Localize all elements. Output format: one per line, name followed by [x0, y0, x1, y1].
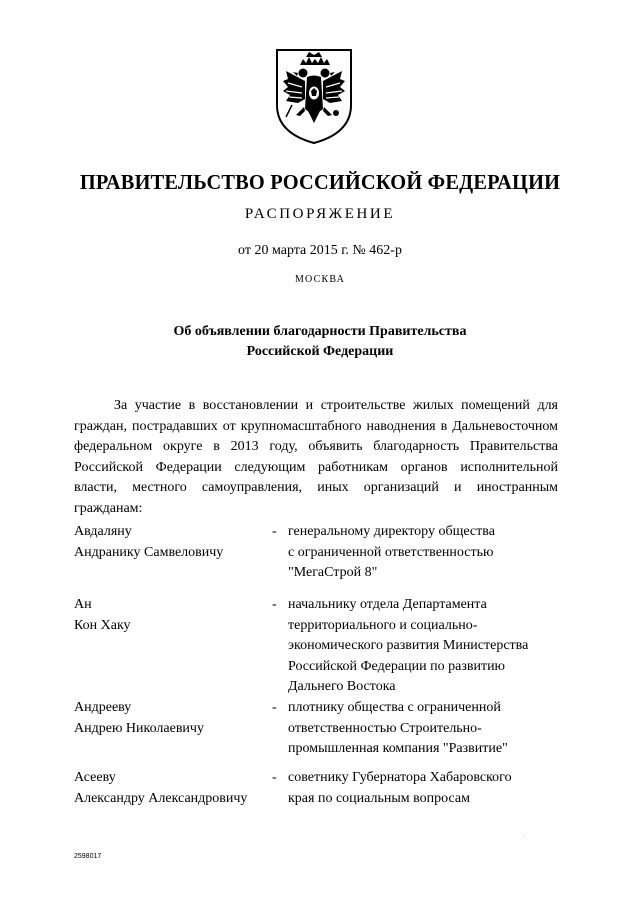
recipient-position: генеральному директору общества с ограниченной ответственностью "МегаСтрой 8": [288, 524, 495, 580]
government-title: ПРАВИТЕЛЬСТВО РОССИЙСКОЙ ФЕДЕРАЦИИ: [79, 170, 561, 194]
document-date-number: от 20 марта 2015 г. № 462-р: [238, 243, 402, 258]
body-paragraph: За участие в восстановлении и строительстве жилых помещений для граждан, пострадавших от крупномасштабного наводнения в Дальневосточном федеральном округе в 2013 году, объявить благодарность Правительства Российской Федерации следующим работникам органов исполнительной власти, местного самоуправления, иных организаций и иностранным гражданам:: [74, 398, 558, 516]
recipient-surname: Ан: [74, 597, 92, 612]
page-mark: .: [524, 832, 526, 838]
subject-line-1: Об объявлении благодарности Правительства: [173, 324, 467, 339]
recipient-position: плотнику общества с ограниченной ответственностью Строительно- промышленная компания "Развитие": [288, 700, 508, 756]
recipient-name: [74, 698, 264, 739]
document-code: 2598017: [74, 853, 102, 860]
recipient-given-name: Александру Александровичу: [74, 790, 248, 806]
document-city: МОСКВА: [294, 274, 346, 285]
recipient-name: [74, 522, 264, 563]
state-emblem-icon: [274, 47, 354, 145]
recipient-given-name: Андранику Самвеловичу: [74, 544, 224, 560]
subject-line-2: Российской Федерации: [246, 344, 394, 359]
recipient-given-name: Кон Хаку: [74, 617, 131, 633]
document-subject: [130, 322, 510, 362]
recipient-dash: -: [272, 700, 277, 715]
recipient-surname: Авдаляну: [74, 524, 132, 539]
document-type: РАСПОРЯЖЕНИЕ: [244, 206, 396, 222]
recipient-surname: Андрееву: [74, 700, 132, 715]
recipient-name: [74, 595, 264, 636]
recipient-dash: -: [272, 524, 277, 539]
recipient-dash: -: [272, 770, 277, 785]
recipient-given-name: Андрею Николаевичу: [74, 720, 204, 736]
recipient-position: советнику Губернатора Хабаровского края по социальным вопросам: [288, 770, 512, 806]
recipient-surname: Асееву: [74, 770, 116, 785]
recipient-position: начальнику отдела Департамента территориального и социально- экономического развития Министерства Российской Федерации по развитию Дальнего Востока: [288, 597, 529, 694]
recipient-name: [74, 768, 264, 809]
recipient-dash: -: [272, 597, 277, 612]
